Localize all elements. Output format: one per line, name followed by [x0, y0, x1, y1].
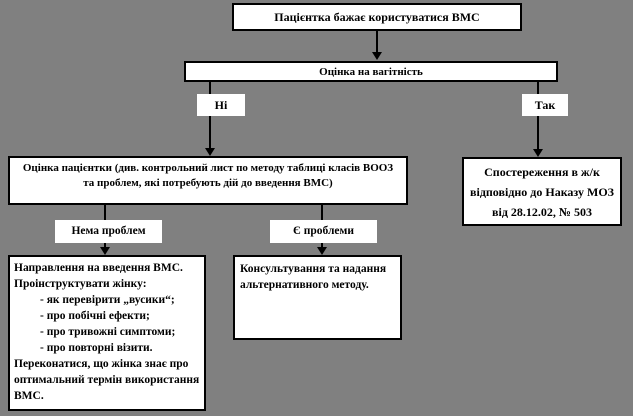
- node-observation: Спостереження в ж/к відповідно до Наказу МОЗ від 28.12.02, № 503: [462, 157, 622, 226]
- branch-label-no: Ні: [197, 94, 245, 116]
- referral-list-item: - про тривожні симптоми;: [40, 326, 176, 338]
- referral-line: Проінструктувати жінку:: [14, 278, 147, 290]
- connector-no-to-evaluation: [209, 116, 211, 149]
- node-pregnancy-assessment: Оцінка на вагітність: [184, 61, 558, 82]
- connector-yes-to-observation: [537, 116, 539, 150]
- node-start: Пацієнтка бажає користуватися ВМС: [232, 3, 522, 31]
- connector-evaluation-to-no-problems: [104, 205, 106, 220]
- arrowhead-no-to-evaluation: [205, 148, 215, 156]
- arrowhead-start-to-assessment: [372, 52, 382, 60]
- connector-assessment-to-yes: [537, 82, 539, 94]
- node-counseling: Консультування та надання альтернативного методу.: [233, 255, 402, 340]
- branch-label-has-problems: Є проблеми: [270, 220, 377, 243]
- arrowhead-no-problems-to-referral: [100, 247, 110, 255]
- node-referral-instructions: [8, 255, 206, 411]
- referral-list-item: - як перевірити „вусики“;: [40, 294, 175, 306]
- connector-evaluation-to-has-problems: [321, 205, 323, 220]
- arrowhead-yes-to-observation: [533, 149, 543, 157]
- arrowhead-has-problems-to-counseling: [317, 247, 327, 255]
- referral-line: Переконатися, що жінка знає про оптимальний термін використання ВМС.: [14, 358, 200, 402]
- branch-label-yes: Так: [522, 94, 568, 116]
- referral-list-item: - про повторні візити.: [40, 342, 153, 354]
- connector-start-to-assessment: [376, 31, 378, 53]
- connector-assessment-to-no: [209, 82, 211, 94]
- referral-line: Направлення на введення ВМС.: [14, 262, 183, 274]
- node-patient-evaluation: Оцінка пацієнтки (див. контрольний лист по методу таблиці класів ВООЗ та проблем, які потребують дій до введення ВМС): [8, 156, 408, 205]
- referral-list-item: - про побічні ефекти;: [40, 310, 150, 322]
- branch-label-no-problems: Нема проблем: [55, 220, 162, 243]
